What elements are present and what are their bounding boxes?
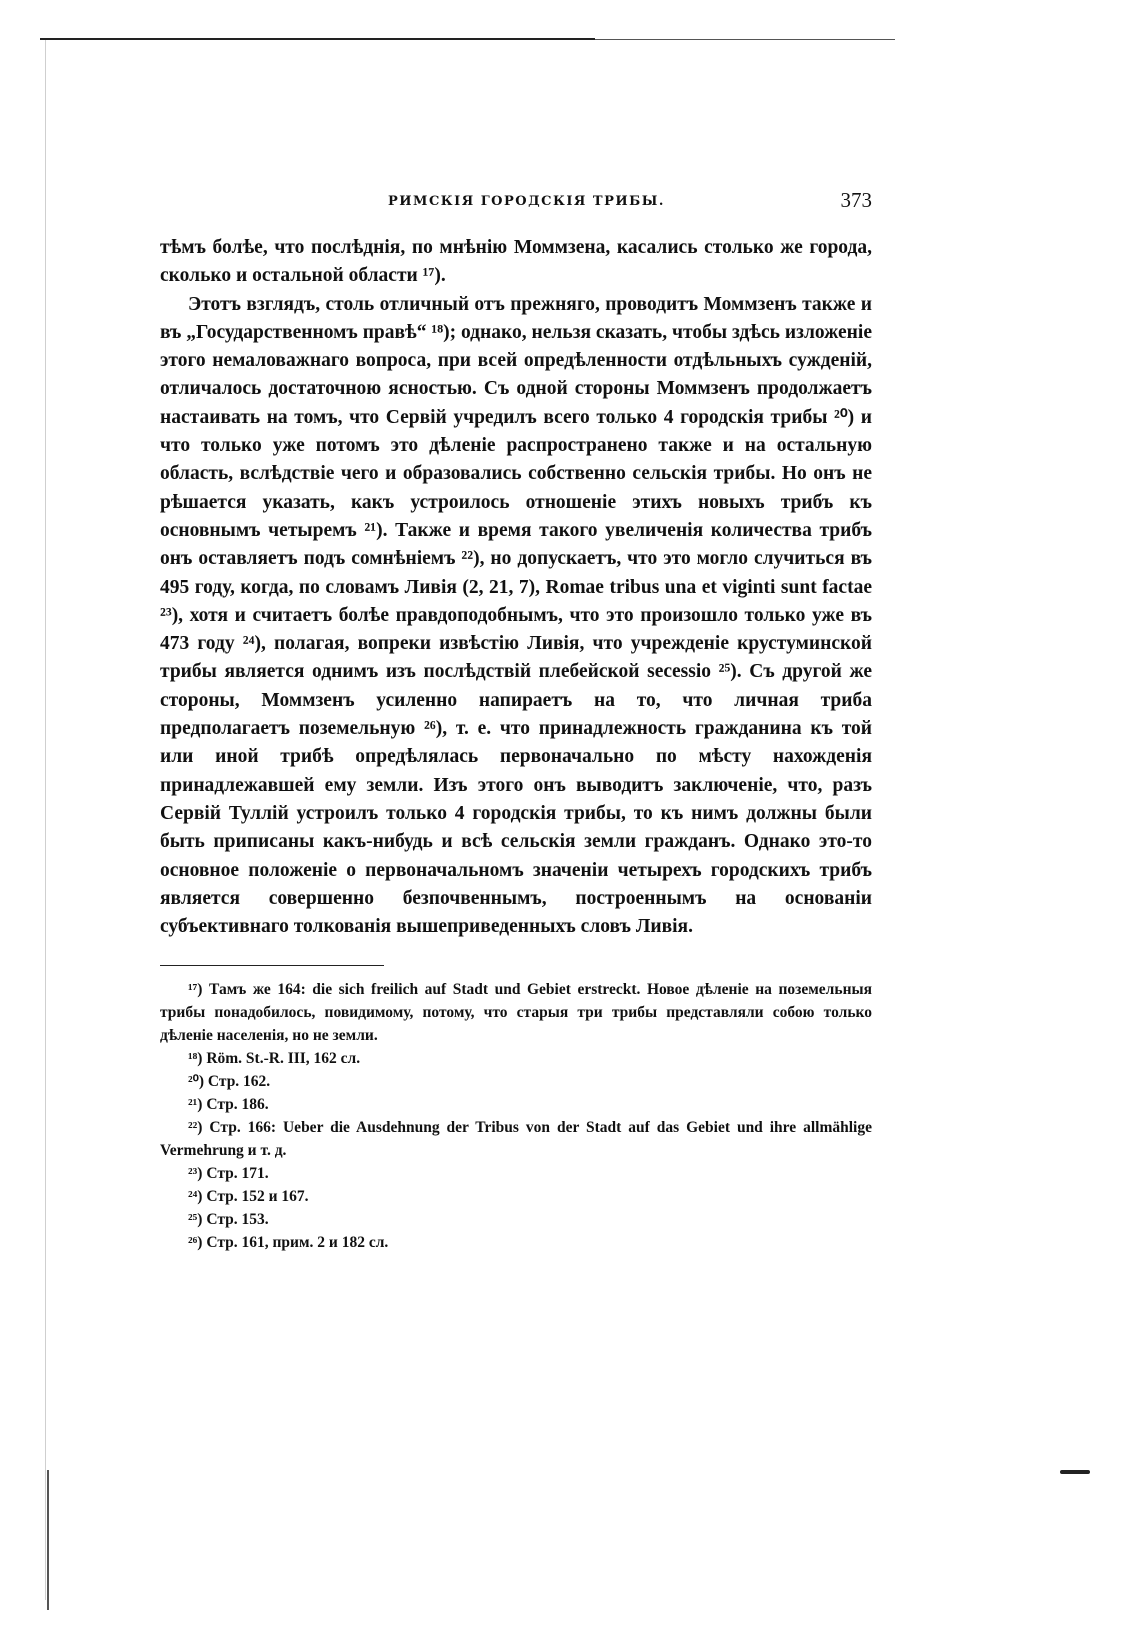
footnote-divider [160, 965, 384, 966]
scan-dash-mark [1060, 1470, 1090, 1474]
top-border-rule [40, 38, 595, 40]
running-title: РИМСКІЯ ГОРОДСКІЯ ТРИБЫ. [388, 194, 665, 209]
footnote-25: ²⁵) Стр. 153. [188, 1211, 269, 1229]
footnote-21: ²¹) Стр. 186. [188, 1096, 269, 1114]
footnote-22: ²²) Стр. 166: Ueber die Ausdehnung der Tribus von der Stadt auf das Gebiet und ihre allmählige Vermehrung и т. д. [160, 1119, 872, 1160]
footnote-18: ¹⁸) Röm. St.-R. III, 162 сл. [188, 1050, 361, 1068]
footnote-23: ²³) Стр. 171. [188, 1165, 269, 1183]
paragraph-continuation: тѣмъ болѣе, что послѣднія, по мнѣнію Моммзена, касались столько же города, сколько и остальной области ¹⁷). [160, 237, 872, 287]
top-border-rule-thin [595, 39, 895, 40]
page [160, 188, 872, 1254]
scan-edge-mark [47, 1470, 49, 1610]
footnote-17: ¹⁷) Тамъ же 164: die sich freilich auf Stadt und Gebiet erstreckt. Новое дѣленіе на поземельныя трибы понадобилось, повидимому, потому, что старыя три трибы представляли собою только дѣленіе населенія, но не земли. [160, 981, 872, 1045]
scan-edge-line [45, 40, 46, 1600]
footnote-26: ²⁶) Стр. 161, прим. 2 и 182 сл. [188, 1234, 389, 1252]
paragraph-main: Этотъ взглядъ, столь отличный отъ прежняго, проводитъ Моммзенъ также и въ „Государственномъ правѣ“ ¹⁸); однако, нельзя сказать, чтобы здѣсь изложеніе этого немаловажнаго вопроса, при всей опредѣленности отдѣльныхъ сужденій, отличалось достаточною ясностью. Съ одной стороны Моммзенъ продолжаетъ настаивать на томъ, что Сервій учредилъ всего только 4 городскія трибы ²⁰) и что только уже потомъ это дѣленіе распространено также и на остальную область, вслѣдствіе чего и образовались собственно сельскія трибы. Но онъ не рѣшается указать, какъ устроилось отношеніе этихъ новыхъ трибъ къ основнымъ четыремъ ²¹). Также и время такого увеличенія количества трибъ онъ оставляетъ подъ сомнѣніемъ ²²), но допускаетъ, что это могло случиться въ 495 году, когда, по словамъ Ливія (2, 21, 7), Romae tribus una et viginti sunt factae ²³), хотя и считаетъ болѣе правдоподобнымъ, что это произошло только уже въ 473 году ²⁴), полагая, вопреки извѣстію Ливія, что учрежденіе крустуминской трибы является однимъ изъ послѣдствій плебейской secessio ²⁵). Съ другой же стороны, Моммзенъ усиленно напираетъ на то, что личная триба предполагаетъ поземельную ²⁶), т. е. что принадлежность гражданина къ той или иной трибѣ опредѣлялась первоначально по мѣсту нахожденія принадлежавшей ему земли. Изъ этого онъ выводитъ заключеніе, что, разъ Сервій Туллій устроилъ только 4 городскія трибы, то къ нимъ должны были быть приписаны какъ-нибудь и всѣ сельскія земли гражданъ. Однако это-то основное положеніе о первоначальномъ значеніи четырехъ городскихъ трибъ является совершенно безпочвеннымъ, построеннымъ на основаніи субъективнаго толкованія вышеприведенныхъ словъ Ливія. [160, 293, 872, 938]
page-number: 373 [840, 188, 872, 212]
running-head [160, 188, 872, 218]
body-text [160, 234, 872, 941]
footnote-20: ²⁰) Стр. 162. [188, 1073, 271, 1091]
footnote-24: ²⁴) Стр. 152 и 167. [188, 1188, 309, 1206]
footnotes [160, 978, 872, 1254]
